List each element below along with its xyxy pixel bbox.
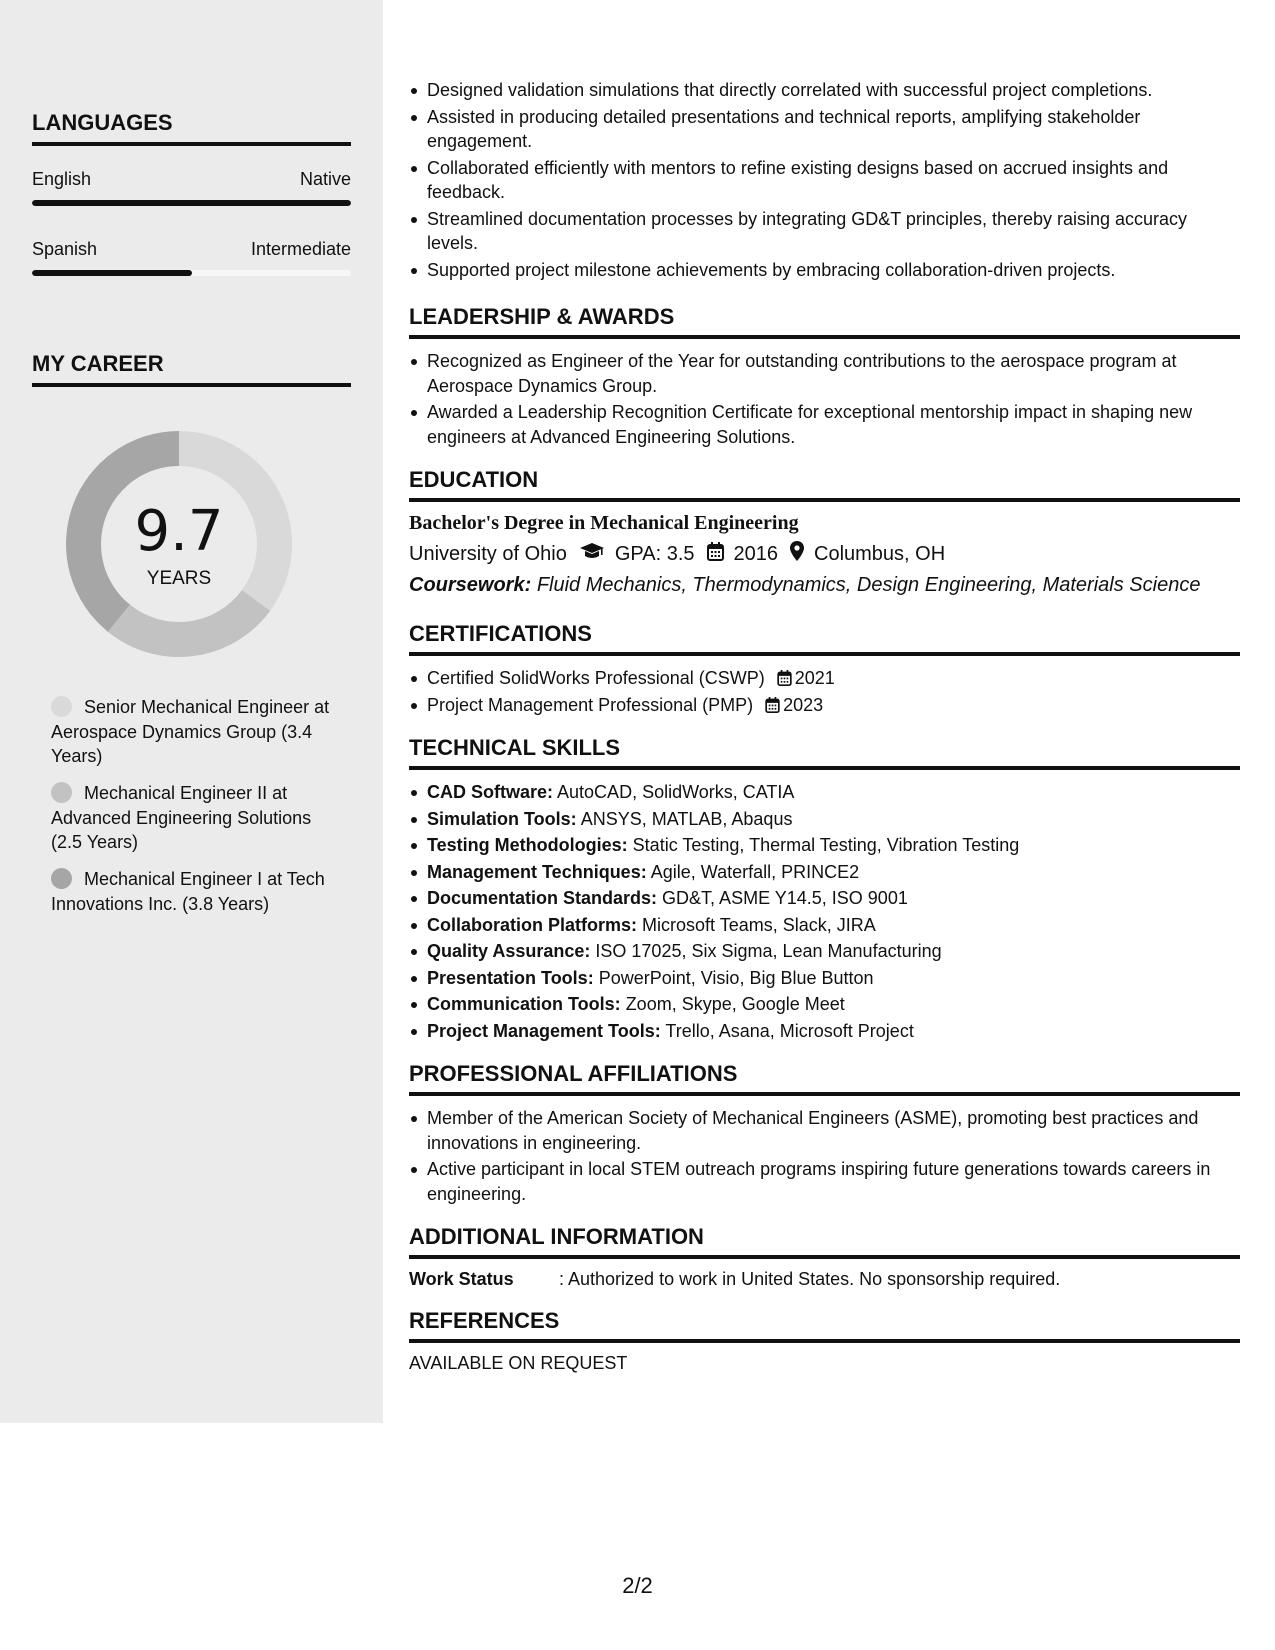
skill-category: Collaboration Platforms:: [427, 914, 638, 935]
career-dot-icon: [51, 782, 72, 803]
skill-category: Communication Tools:: [427, 994, 621, 1014]
career-item: [51, 867, 341, 916]
skill-category: Project Management Tools:: [427, 1020, 661, 1041]
skill-item: [409, 780, 1240, 805]
language-level: Intermediate: [250, 239, 351, 259]
language-row-english: [32, 169, 351, 190]
certification-name: Certified SolidWorks Professional (CSWP): [427, 668, 765, 688]
languages-title: LANGUAGES: [32, 110, 351, 146]
skills-list: [409, 780, 1240, 1043]
list-item: Assisted in producing detailed presentations and technical reports, amplifying stakeholder engagement.: [409, 105, 1240, 154]
career-item-text: Mechanical Engineer II at Advanced Engineering Solutions (2.5 Years): [51, 783, 312, 852]
list-item: Awarded a Leadership Recognition Certificate for exceptional mentorship impact in shaping new engineers at Advanced Engineering Solutions.: [409, 400, 1240, 449]
language-bar-spanish: [32, 270, 351, 276]
skill-category: Documentation Standards:: [427, 888, 658, 908]
list-item: Designed validation simulations that directly correlated with successful project completions.: [409, 78, 1240, 103]
skill-item: [409, 913, 1240, 938]
skill-item: [409, 886, 1240, 911]
calendar-icon: [765, 697, 780, 713]
language-name: Spanish: [32, 239, 98, 259]
list-item: Supported project milestone achievements by embracing collaboration-driven projects.: [409, 258, 1240, 283]
education-school: University of Ohio: [409, 542, 567, 565]
skill-item: [409, 807, 1240, 832]
career-item-text: Mechanical Engineer I at Tech Innovations Inc. (3.8 Years): [51, 869, 325, 914]
references-text: AVAILABLE ON REQUEST: [409, 1353, 628, 1373]
language-level: Native: [299, 169, 351, 189]
education-meta: [409, 541, 1240, 567]
certification-date: [765, 695, 823, 715]
skill-value: Microsoft Teams, Slack, JIRA: [642, 914, 876, 935]
skill-value: ISO 17025, Six Sigma, Lean Manufacturing: [595, 941, 942, 961]
certifications-title: CERTIFICATIONS: [409, 621, 1240, 656]
certification-name: Project Management Professional (PMP): [427, 694, 754, 715]
skill-value: PowerPoint, Visio, Big Blue Button: [598, 967, 874, 988]
skill-value: ANSYS, MATLAB, Abaqus: [580, 808, 793, 829]
certification-year: 2023: [783, 694, 824, 715]
language-bar-english: [32, 200, 351, 206]
language-bar-fill: [32, 270, 192, 276]
affiliations-list: [409, 1106, 1240, 1206]
list-item: [409, 666, 1240, 691]
education-year: 2016: [733, 542, 779, 565]
work-status-value: : Authorized to work in United States. No sponsorship required.: [559, 1269, 1061, 1289]
skill-item: [409, 833, 1240, 858]
education-location: Columbus, OH: [814, 542, 946, 565]
language-bar-fill: [32, 200, 351, 206]
career-dot-icon: [51, 868, 72, 889]
list-item: Recognized as Engineer of the Year for outstanding contributions to the aerospace program at Aerospace Dynamics Group.: [409, 349, 1240, 398]
skill-category: CAD Software:: [427, 782, 554, 802]
skill-value: Zoom, Skype, Google Meet: [625, 994, 845, 1014]
skill-category: Presentation Tools:: [427, 967, 594, 988]
experience-bullets: [409, 78, 1240, 282]
career-title: MY CAREER: [32, 351, 351, 387]
list-item: Member of the American Society of Mechanical Engineers (ASME), promoting best practices and innovations in engineering.: [409, 1106, 1240, 1155]
certification-date: [777, 668, 835, 688]
career-years-unit: YEARS: [146, 568, 212, 589]
list-item: Active participant in local STEM outreach programs inspiring future generations towards careers in engineering.: [409, 1157, 1240, 1206]
affiliations-title: PROFESSIONAL AFFILIATIONS: [409, 1061, 1240, 1096]
list-item: [409, 693, 1240, 718]
location-pin-icon: [790, 541, 804, 567]
skill-item: [409, 860, 1240, 885]
career-donut-chart: [66, 431, 292, 657]
skill-item: [409, 1019, 1240, 1044]
work-status-row: [409, 1269, 1240, 1290]
coursework-value: Fluid Mechanics, Thermodynamics, Design Engineering, Materials Science: [536, 574, 1201, 596]
certifications-list: [409, 666, 1240, 717]
language-row-spanish: [32, 239, 351, 260]
education-degree: Bachelor's Degree in Mechanical Engineering: [409, 512, 799, 534]
skill-item: [409, 939, 1240, 964]
skill-value: GD&T, ASME Y14.5, ISO 9001: [662, 888, 908, 908]
skill-category: Testing Methodologies:: [427, 835, 628, 855]
skill-value: Agile, Waterfall, PRINCE2: [650, 861, 860, 882]
career-total-years: 9.7: [134, 499, 224, 564]
page-number: 2/2: [622, 1573, 653, 1598]
education-coursework: [409, 574, 1240, 597]
skill-value: AutoCAD, SolidWorks, CATIA: [557, 782, 795, 802]
skill-category: Quality Assurance:: [427, 941, 591, 961]
skill-item: [409, 966, 1240, 991]
career-item: [51, 695, 341, 769]
sidebar: [0, 0, 383, 1423]
education-gpa: GPA: 3.5: [614, 542, 695, 565]
certification-year: 2021: [794, 668, 835, 688]
skill-category: Simulation Tools:: [427, 808, 577, 829]
coursework-label: Coursework:: [409, 574, 532, 596]
skills-title: TECHNICAL SKILLS: [409, 735, 1240, 770]
skill-item: [409, 992, 1240, 1017]
additional-title: ADDITIONAL INFORMATION: [409, 1224, 1240, 1259]
career-dot-icon: [51, 696, 72, 717]
leadership-title: LEADERSHIP & AWARDS: [409, 304, 1240, 339]
work-status-label: Work Status: [409, 1269, 514, 1289]
calendar-icon: [707, 542, 724, 567]
education-title: EDUCATION: [409, 467, 1240, 502]
skill-category: Management Techniques:: [427, 861, 647, 882]
career-item-text: Senior Mechanical Engineer at Aerospace Dynamics Group (3.4 Years): [51, 697, 330, 766]
references-title: REFERENCES: [409, 1308, 1240, 1343]
list-item: Collaborated efficiently with mentors to refine existing designs based on accrued insights and feedback.: [409, 156, 1240, 205]
skill-value: Trello, Asana, Microsoft Project: [665, 1020, 914, 1041]
main-content: [409, 78, 1240, 1374]
leadership-list: [409, 349, 1240, 449]
career-donut-center: [66, 431, 292, 657]
list-item: Streamlined documentation processes by integrating GD&T principles, thereby raising accuracy levels.: [409, 207, 1240, 256]
graduation-cap-icon: [579, 542, 605, 566]
calendar-icon: [777, 670, 792, 686]
career-item: [51, 781, 341, 855]
language-name: English: [32, 169, 92, 189]
skill-value: Static Testing, Thermal Testing, Vibration Testing: [632, 835, 1020, 855]
